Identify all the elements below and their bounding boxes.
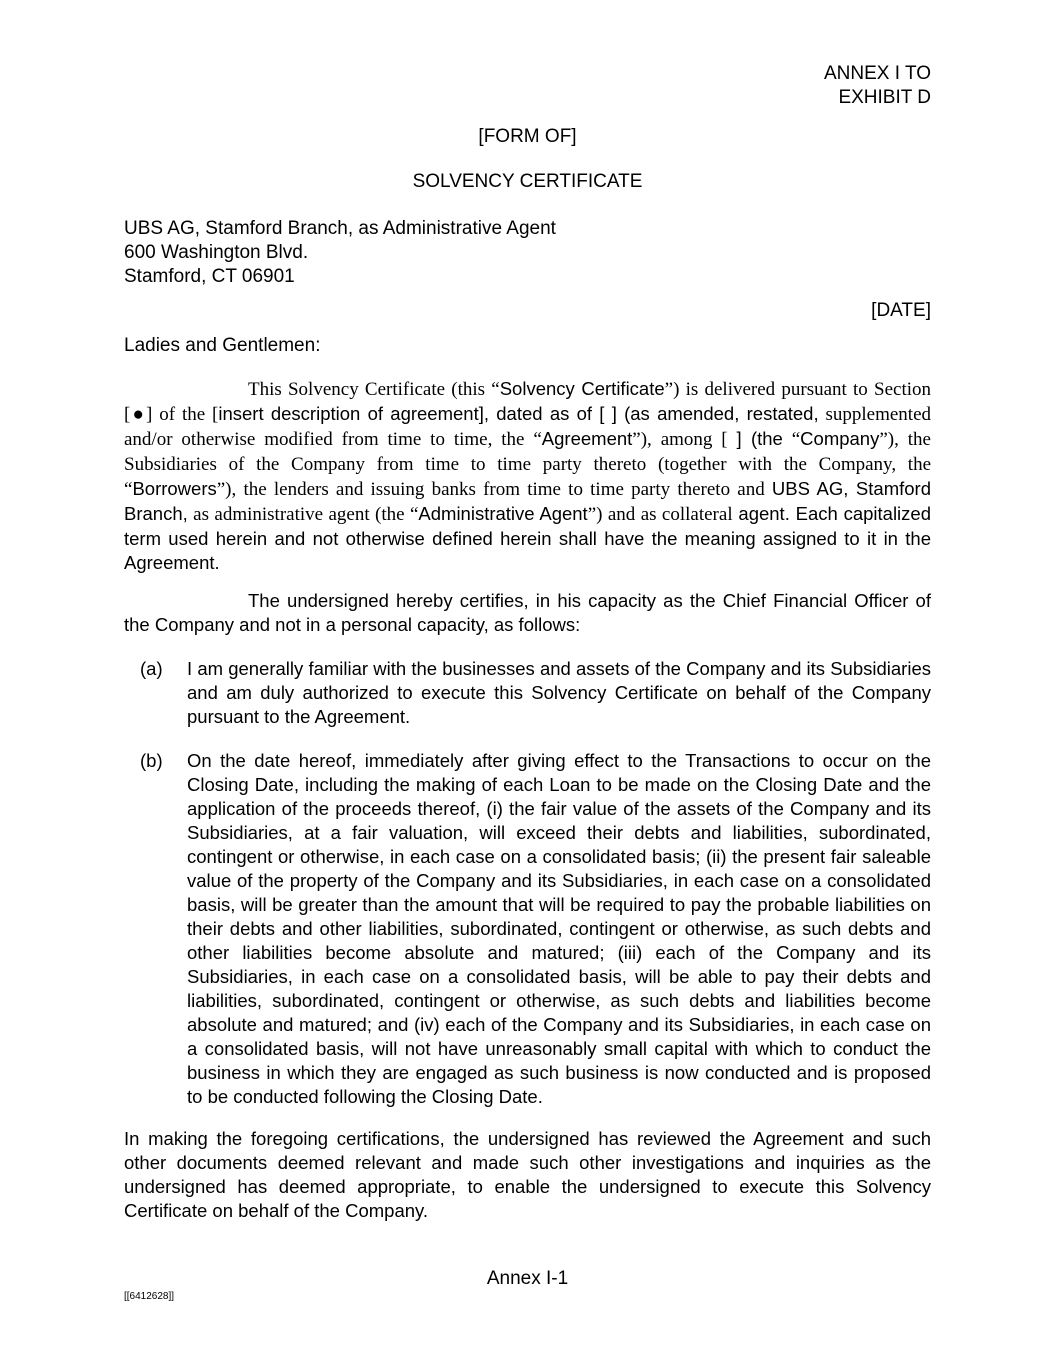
p1-run-05: supplemented and/or otherwise modified from time to time, the “ (124, 404, 932, 450)
annex-line-2: EXHIBIT D (838, 87, 931, 108)
p1-run-18: agent. Each capitalized term used herein and not otherwise defined herein shall have the meaning assigned to it in the Agreement. (124, 503, 931, 573)
paragraph-certification-text: The undersigned hereby certifies, in his capacity as the Chief Financial Officer of the Company and not in a personal capacity, as follows: (124, 590, 931, 635)
p1-run-17: ”) and as collateral (587, 504, 733, 525)
item-b-text: On the date hereof, immediately after giving effect to the Transactions to occur on the Closing Date, including the making of each Loan to be made on the Closing Date and the application of the proceeds thereof, (i) the fair value of the assets of the Company and its Subsidiaries, at a fair valuation, will exceed their debts and liabilities, subordinated, contingent or otherwise, in each case on a consolidated basis; (ii) the present fair saleable value of the property of the Company and its Subsidiaries, in each case on a consolidated basis, will be greater than the amount that will be required to pay the probable liabilities on their debts and other liabilities, subordinated, contingent or otherwise, as such debts and other liabilities become absolute and matured; (iii) each of the Company and its Subsidiaries, in each case on a consolidated basis, will be able to pay their debts and liabilities, subordinated, contingent or otherwise, as such debts and liabilities become absolute and matured; and (iv) each of the Company and its Subsidiaries, in each case on a consolidated basis, will not have unreasonably small capital with which to conduct the business in which they are engaged as such business is now conducted and is proposed to be conducted following the Closing Date. (187, 750, 931, 1107)
p1-run-09: “ (782, 429, 801, 450)
form-of-heading: [FORM OF] (478, 126, 577, 147)
page-number-label: Annex I-1 (486, 1268, 569, 1289)
annex-line-1: ANNEX I TO (824, 63, 931, 84)
item-b-label: (b) (140, 750, 163, 771)
p1-run-08: ] (the (736, 428, 783, 449)
address-block (124, 217, 556, 289)
p1-defined-term-borrowers: Borrowers (132, 478, 217, 499)
document-id: [[6412628]] (124, 1291, 175, 1302)
date-placeholder: [DATE] (871, 300, 931, 321)
paragraph-certification (124, 589, 931, 637)
paragraph-closing: In making the foregoing certifications, the undersigned has reviewed the Agreement and such other documents deemed relevant and made such other investigations and inquiries as the undersigned has deemed appropriate, to enable the undersigned to execute this Solvency Certificate on behalf of the Company. (124, 1128, 931, 1221)
address-line-3: Stamford, CT 06901 (124, 266, 295, 287)
p1-defined-term-company: Company (800, 428, 880, 449)
p1-defined-term-agreement: Agreement (541, 428, 633, 449)
p1-run-13: ”), the lenders and issuing banks from time to time party thereto and (216, 479, 772, 500)
item-a-text: I am generally familiar with the businesses and assets of the Company and its Subsidiaries and am duly authorized to execute this Solvency Certificate on behalf of the Company pursuant to the Agreement. (187, 658, 931, 727)
p1-defined-term-solvency-certificate: Solvency Certificate (499, 378, 665, 399)
p1-run-03: ”) is delivered pursuant to Section [●] of the [ (124, 379, 931, 425)
p1-run-07: ”), among [ (632, 429, 737, 450)
p1-run-14: UBS AG, Stamford Branch, (124, 478, 931, 524)
item-a-label: (a) (140, 658, 163, 679)
address-line-2: 600 Washington Blvd. (124, 242, 309, 263)
p1-run-11: ”), the Subsidiaries of the Company from time to time party thereto (together with the Company, the “ (124, 429, 931, 500)
p1-run-04: insert description of agreement], dated as of [ ] (as amended, restated, (218, 403, 819, 424)
paragraph-intro (124, 377, 931, 575)
p1-run-01: This Solvency Certificate (this “ (248, 379, 500, 400)
annex-reference (824, 62, 931, 110)
p1-defined-term-administrative-agent: Administrative Agent (418, 503, 588, 524)
salutation: Ladies and Gentlemen: (124, 335, 321, 356)
p1-run-15: as administrative agent (the “ (187, 504, 419, 525)
address-line-1: UBS AG, Stamford Branch, as Administrative Agent (124, 218, 556, 239)
page-title: SOLVENCY CERTIFICATE (412, 171, 643, 192)
